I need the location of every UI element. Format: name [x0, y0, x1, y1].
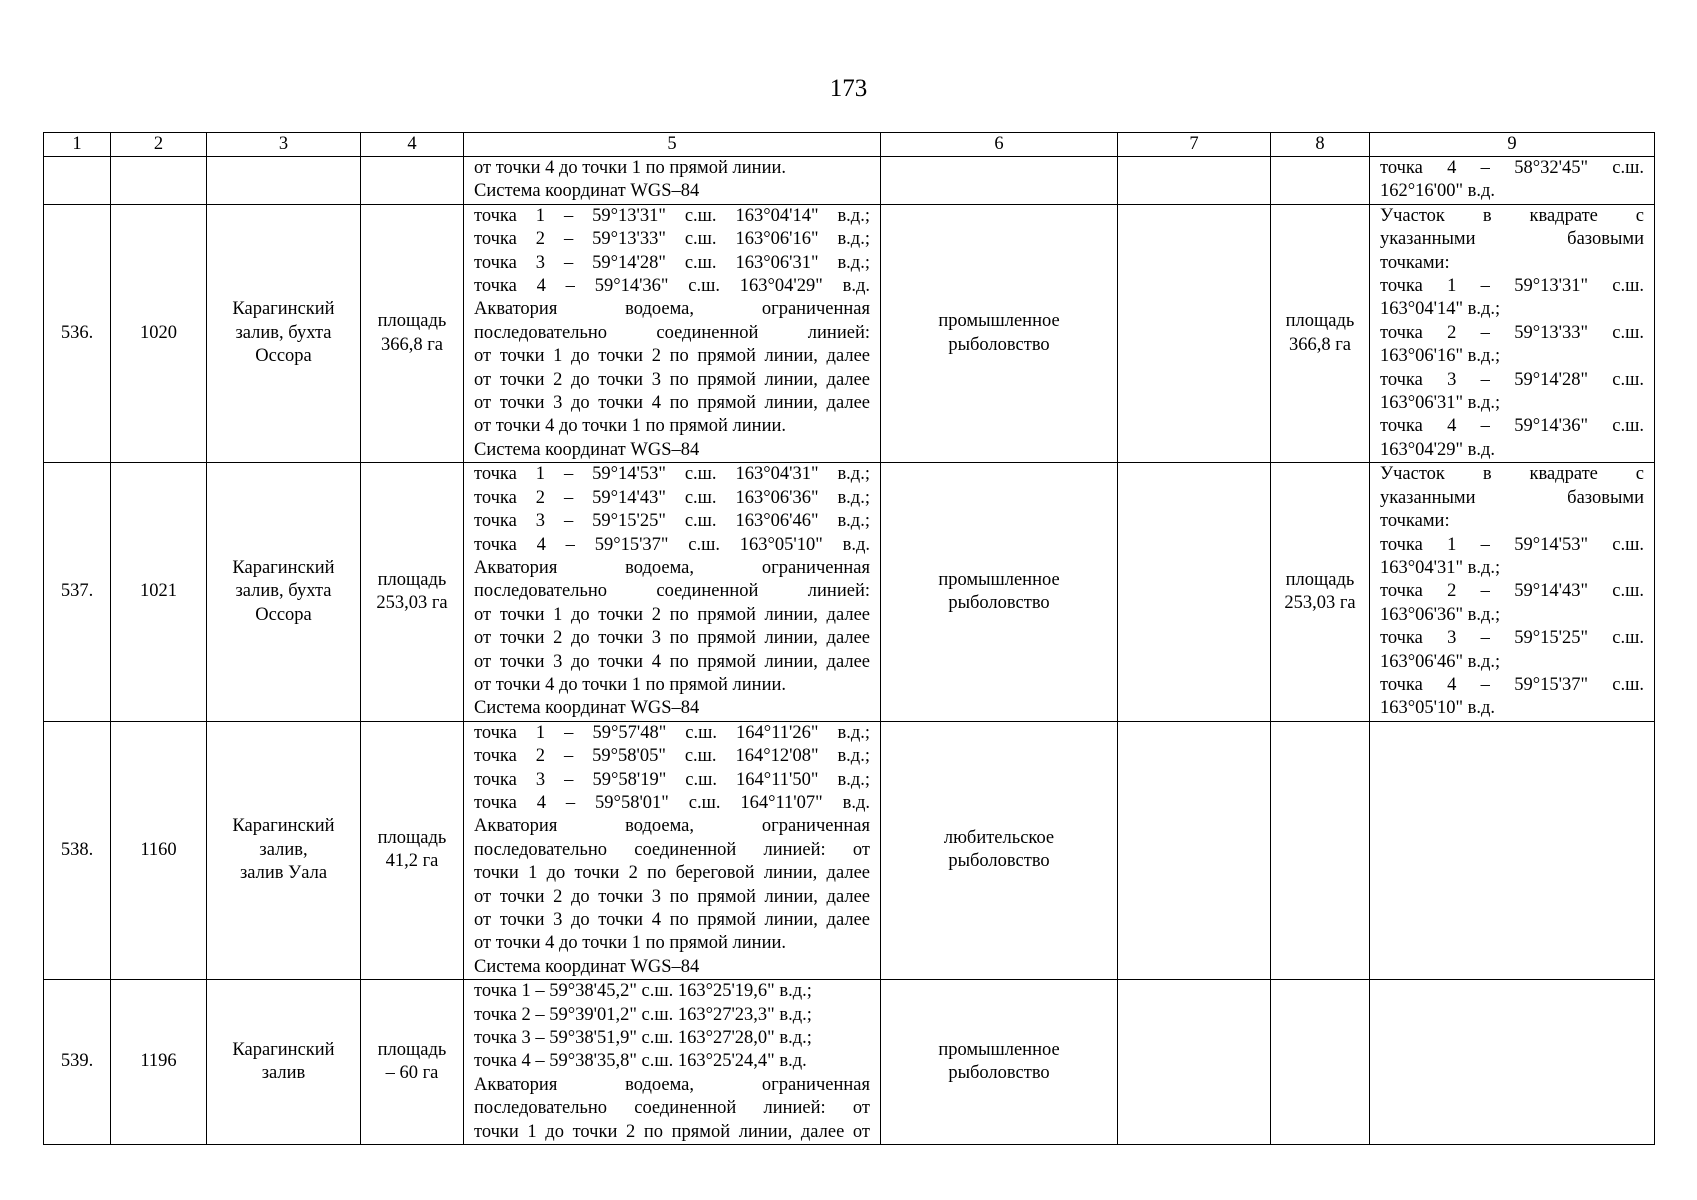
- purpose-line: рыболовство: [948, 851, 1050, 872]
- table-row: [44, 157, 1655, 205]
- location-line: Оссора: [255, 346, 312, 367]
- note-line: Участок в квадрате с: [1380, 464, 1644, 485]
- description-line: точка 2 – 59°58'05" с.ш. 164°12'08" в.д.;: [474, 746, 870, 767]
- description-line: Акватория водоема, ограниченная: [474, 816, 870, 837]
- note-line: точками:: [1380, 511, 1450, 532]
- area-column-8-cell: [1271, 721, 1370, 979]
- description-line: точка 3 – 59°58'19" с.ш. 164°11'50" в.д.;: [474, 769, 870, 790]
- note-line: 163°05'10" в.д.: [1380, 698, 1496, 719]
- area-code-cell: [111, 157, 207, 205]
- description-line: от точки 2 до точки 3 по прямой линии, далее: [474, 369, 870, 390]
- description-line: Система координат WGS–84: [474, 956, 700, 977]
- note-line: точка 3 – 59°15'25" с.ш.: [1380, 628, 1644, 649]
- area-label: площадь: [377, 311, 447, 332]
- description-line: точка 1 – 59°13'31" с.ш. 163°04'14" в.д.;: [474, 205, 870, 226]
- purpose-cell: [881, 980, 1118, 1145]
- page-number: 173: [829, 75, 868, 102]
- purpose-cell: [881, 721, 1118, 979]
- description-line: точка 4 – 59°58'01" с.ш. 164°11'07" в.д.: [474, 792, 870, 813]
- description-line: от точки 4 до точки 1 по прямой линии.: [474, 674, 786, 695]
- column-header: 8: [1271, 133, 1370, 157]
- description-line: точка 2 – 59°39'01,2" с.ш. 163°27'23,3" в.д.;: [474, 1004, 812, 1025]
- description-line: от точки 3 до точки 4 по прямой линии, далее: [474, 910, 870, 930]
- column-header: 6: [881, 133, 1118, 157]
- note-line: точка 4 – 59°15'37" с.ш.: [1380, 674, 1644, 695]
- column-header: 9: [1370, 133, 1655, 157]
- description-line: последовательно соединенной линией: от: [474, 839, 870, 860]
- description-line: последовательно соединенной линией:: [474, 322, 870, 343]
- location-line: залив, бухта: [235, 322, 332, 343]
- column-7-cell: [1118, 204, 1271, 462]
- description-line: от точки 4 до точки 1 по прямой линии.: [474, 158, 786, 178]
- location-line: Карагинский: [232, 1039, 335, 1060]
- purpose-line: промышленное: [938, 311, 1060, 332]
- area-column-8-cell: [1271, 980, 1370, 1145]
- location-cell: [207, 721, 361, 979]
- area-cell: [361, 204, 464, 462]
- boundary-description-cell: [464, 980, 881, 1145]
- boundary-description-cell: [464, 463, 881, 721]
- note-line: точками:: [1380, 252, 1450, 273]
- description-line: Акватория водоема, ограниченная: [474, 557, 870, 578]
- purpose-cell: [881, 204, 1118, 462]
- note-line: 163°04'14" в.д.;: [1380, 299, 1501, 320]
- column-header: 3: [207, 133, 361, 157]
- note-cell: [1370, 157, 1655, 205]
- note-line: 163°06'36" в.д.;: [1380, 604, 1501, 625]
- description-line: Акватория водоема, ограниченная: [474, 1074, 870, 1095]
- description-line: от точки 1 до точки 2 по прямой линии, далее: [474, 604, 870, 625]
- purpose-line: любительское: [943, 828, 1055, 849]
- note-line: точка 3 – 59°14'28" с.ш.: [1380, 369, 1644, 390]
- description-line: от точки 4 до точки 1 по прямой линии.: [474, 933, 786, 954]
- area-cell: [361, 463, 464, 721]
- note-line: Участок в квадрате с: [1380, 205, 1644, 226]
- location-line: залив,: [259, 839, 308, 860]
- area-column-8-cell: [1271, 463, 1370, 721]
- note-cell: [1370, 980, 1655, 1145]
- note-cell: [1370, 204, 1655, 462]
- description-line: точка 1 – 59°14'53" с.ш. 163°04'31" в.д.;: [474, 464, 870, 485]
- description-line: точка 3 – 59°38'51,9" с.ш. 163°27'28,0" в.д.;: [474, 1028, 812, 1049]
- location-cell: [207, 157, 361, 205]
- area-label: площадь: [377, 828, 447, 849]
- note-line: точка 4 – 58°32'45" с.ш.: [1380, 158, 1644, 178]
- row-number-cell: [44, 157, 111, 205]
- description-line: точка 3 – 59°15'25" с.ш. 163°06'46" в.д.;: [474, 511, 870, 532]
- purpose-line: рыболовство: [948, 593, 1050, 614]
- description-line: точка 4 – 59°14'36" с.ш. 163°04'29" в.д.: [474, 276, 870, 297]
- area-value: 41,2 га: [385, 851, 439, 872]
- column-header: 7: [1118, 133, 1271, 157]
- note-line: 163°04'31" в.д.;: [1380, 557, 1501, 578]
- note-line: точка 1 – 59°14'53" с.ш.: [1380, 534, 1644, 555]
- note-line: точка 4 – 59°14'36" с.ш.: [1380, 416, 1644, 437]
- area-value: 253,03 га: [1284, 593, 1356, 614]
- note-line: точка 1 – 59°13'31" с.ш.: [1380, 276, 1644, 297]
- column-number-header-row: [44, 133, 1655, 157]
- description-line: точка 2 – 59°14'43" с.ш. 163°06'36" в.д.;: [474, 487, 870, 508]
- area-code-cell: 1160: [111, 721, 207, 979]
- fishing-areas-table: [43, 132, 1655, 1145]
- area-value: 253,03 га: [376, 593, 448, 614]
- description-line: точки 1 до точки 2 по прямой линии, далее от: [474, 1121, 870, 1142]
- purpose-line: промышленное: [938, 569, 1060, 590]
- boundary-description-cell: [464, 721, 881, 979]
- note-cell: [1370, 721, 1655, 979]
- area-value: 366,8 га: [1288, 334, 1352, 355]
- description-line: от точки 3 до точки 4 по прямой линии, далее: [474, 651, 870, 672]
- column-7-cell: [1118, 463, 1271, 721]
- purpose-line: промышленное: [938, 1039, 1060, 1060]
- area-cell: [361, 721, 464, 979]
- column-7-cell: [1118, 721, 1271, 979]
- area-column-8-cell: [1271, 204, 1370, 462]
- area-cell: [361, 157, 464, 205]
- table-row: [44, 204, 1655, 462]
- column-header: 1: [44, 133, 111, 157]
- area-code-cell: 1021: [111, 463, 207, 721]
- column-7-cell: [1118, 980, 1271, 1145]
- column-7-cell: [1118, 157, 1271, 205]
- note-line: 162°16'00" в.д.: [1380, 181, 1496, 202]
- area-code-cell: 1196: [111, 980, 207, 1145]
- note-line: 163°06'46" в.д.;: [1380, 651, 1501, 672]
- table-row: [44, 721, 1655, 979]
- area-label: площадь: [377, 1039, 447, 1060]
- description-line: от точки 1 до точки 2 по прямой линии, далее: [474, 346, 870, 367]
- area-column-8-cell: [1271, 157, 1370, 205]
- boundary-description-cell: [464, 204, 881, 462]
- area-label: площадь: [1285, 311, 1355, 332]
- description-line: последовательно соединенной линией: от: [474, 1098, 870, 1119]
- note-cell: [1370, 463, 1655, 721]
- description-line: Акватория водоема, ограниченная: [474, 299, 870, 320]
- location-line: залив, бухта: [235, 581, 332, 602]
- note-line: точка 2 – 59°13'33" с.ш.: [1380, 322, 1644, 343]
- table-row: [44, 980, 1655, 1145]
- description-line: Система координат WGS–84: [474, 698, 700, 719]
- location-line: залив Уала: [239, 863, 328, 884]
- column-header: 5: [464, 133, 881, 157]
- location-line: залив: [261, 1063, 306, 1084]
- table-row: [44, 463, 1655, 721]
- row-number-cell: 538.: [44, 721, 111, 979]
- location-line: Карагинский: [232, 299, 335, 320]
- row-number-cell: 539.: [44, 980, 111, 1145]
- description-line: точка 1 – 59°38'45,2" с.ш. 163°25'19,6" в.д.;: [474, 981, 812, 1002]
- description-line: точка 4 – 59°15'37" с.ш. 163°05'10" в.д.: [474, 534, 870, 555]
- column-header: 4: [361, 133, 464, 157]
- location-line: Карагинский: [232, 557, 335, 578]
- description-line: Система координат WGS–84: [474, 181, 700, 202]
- note-line: указанными базовыми: [1380, 229, 1644, 250]
- note-line: 163°06'31" в.д.;: [1380, 393, 1501, 414]
- note-line: 163°06'16" в.д.;: [1380, 346, 1501, 367]
- row-number-cell: 537.: [44, 463, 111, 721]
- description-line: последовательно соединенной линией:: [474, 581, 870, 602]
- description-line: Система координат WGS–84: [474, 439, 700, 460]
- note-line: точка 2 – 59°14'43" с.ш.: [1380, 581, 1644, 602]
- area-value: 366,8 га: [380, 334, 444, 355]
- description-line: от точки 4 до точки 1 по прямой линии.: [474, 416, 786, 437]
- column-header: 2: [111, 133, 207, 157]
- row-number-cell: 536.: [44, 204, 111, 462]
- note-line: 163°04'29" в.д.: [1380, 439, 1496, 460]
- area-label: площадь: [1285, 569, 1355, 590]
- description-line: от точки 3 до точки 4 по прямой линии, далее: [474, 393, 870, 414]
- location-line: Карагинский: [232, 816, 335, 837]
- location-line: Оссора: [255, 604, 312, 625]
- purpose-cell: [881, 157, 1118, 205]
- description-line: от точки 2 до точки 3 по прямой линии, далее: [474, 886, 870, 907]
- description-line: от точки 2 до точки 3 по прямой линии, далее: [474, 628, 870, 649]
- area-code-cell: 1020: [111, 204, 207, 462]
- description-line: точка 2 – 59°13'33" с.ш. 163°06'16" в.д.;: [474, 229, 870, 250]
- area-value: – 60 га: [385, 1063, 439, 1084]
- location-cell: [207, 463, 361, 721]
- purpose-line: рыболовство: [948, 334, 1050, 355]
- note-line: указанными базовыми: [1380, 487, 1644, 508]
- description-line: точка 4 – 59°38'35,8" с.ш. 163°25'24,4" в.д.: [474, 1051, 807, 1072]
- boundary-description-cell: [464, 157, 881, 205]
- description-line: точка 1 – 59°57'48" с.ш. 164°11'26" в.д.;: [474, 722, 870, 743]
- purpose-line: рыболовство: [948, 1063, 1050, 1084]
- area-cell: [361, 980, 464, 1145]
- area-label: площадь: [377, 569, 447, 590]
- description-line: точка 3 – 59°14'28" с.ш. 163°06'31" в.д.;: [474, 252, 870, 273]
- purpose-cell: [881, 463, 1118, 721]
- location-cell: [207, 204, 361, 462]
- description-line: точки 1 до точки 2 по береговой линии, далее: [474, 863, 870, 884]
- location-cell: [207, 980, 361, 1145]
